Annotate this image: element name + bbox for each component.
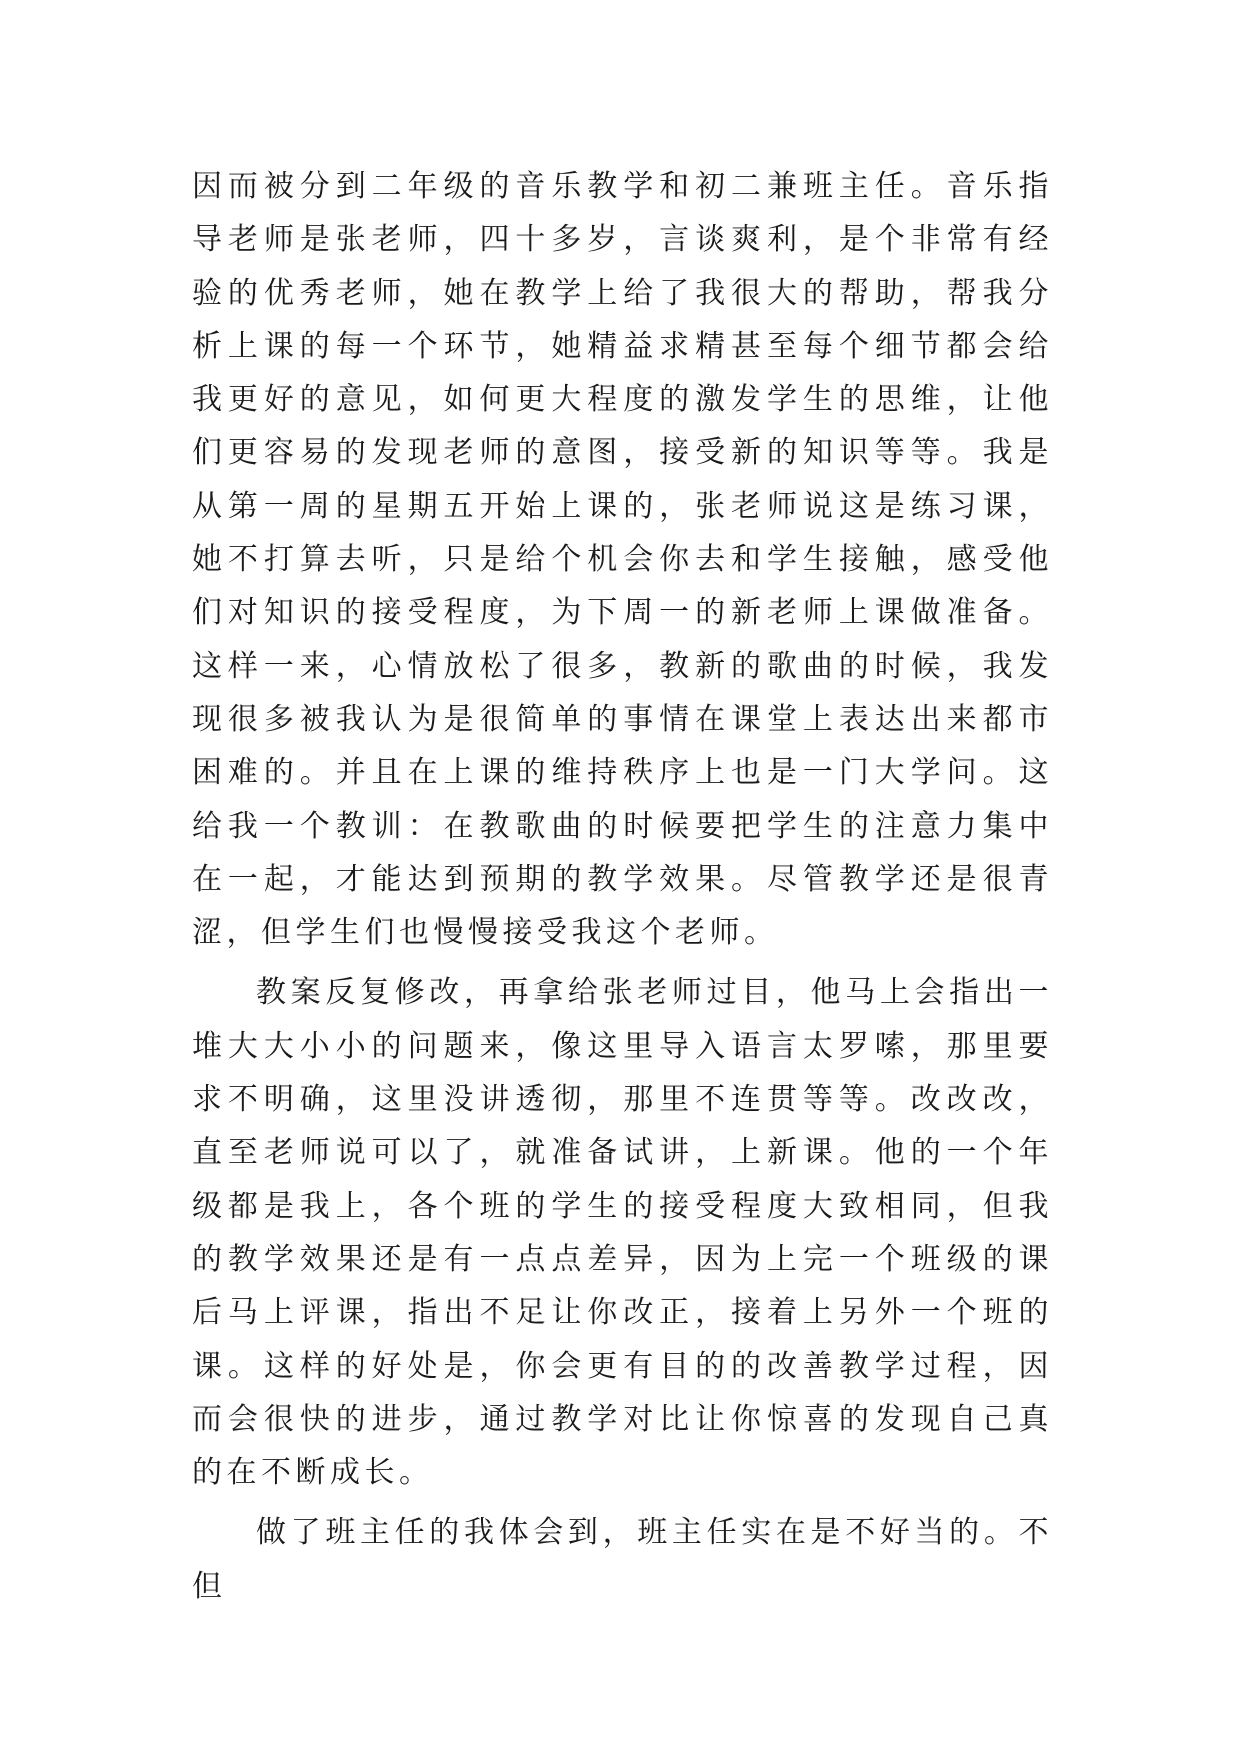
paragraph-3: 做了班主任的我体会到，班主任实在是不好当的。不但 (192, 1515, 1053, 1604)
paragraph-2: 教案反复修改，再拿给张老师过目，他马上会指出一堆大大小小的问题来，像这里导入语言太罗嗦，那里要求不明确，这里没讲透彻，那里不连贯等等。改改改，直至老师说可以了，就准备试讲，上新课。他的一个年级都是我上，各个班的学生的接受程度大致相同，但我的教学效果还是有一点点差异，因为上完一个班级的课后马上评课，指出不足让你改正，接着上另外一个班的课。这样的好处是，你会更有目的的改善教学过程，因而会很快的进步，通过教学对比让你惊喜的发现自己真的在不断成长。 (192, 975, 1053, 1491)
paragraph-1: 因而被分到二年级的音乐教学和初二兼班主任。音乐指导老师是张老师，四十多岁，言谈爽利，是个非常有经验的优秀老师，她在教学上给了我很大的帮助，帮我分析上课的每一个环节，她精益求精甚至每个细节都会给我更好的意见，如何更大程度的激发学生的思维，让他们更容易的发现老师的意图，接受新的知识等等。我是从第一周的星期五开始上课的，张老师说这是练习课，她不打算去听，只是给个机会你去和学生接触，感受他们对知识的接受程度，为下周一的新老师上课做准备。这样一来，心情放松了很多，教新的歌曲的时候，我发现很多被我认为是很简单的事情在课堂上表达出来都市困难的。并且在上课的维持秩序上也是一门大学问。这给我一个教训：在教歌曲的时候要把学生的注意力集中在一起，才能达到预期的教学效果。尽管教学还是很青涩，但学生们也慢慢接受我这个老师。 (192, 169, 1053, 951)
body-text (192, 160, 1053, 1613)
